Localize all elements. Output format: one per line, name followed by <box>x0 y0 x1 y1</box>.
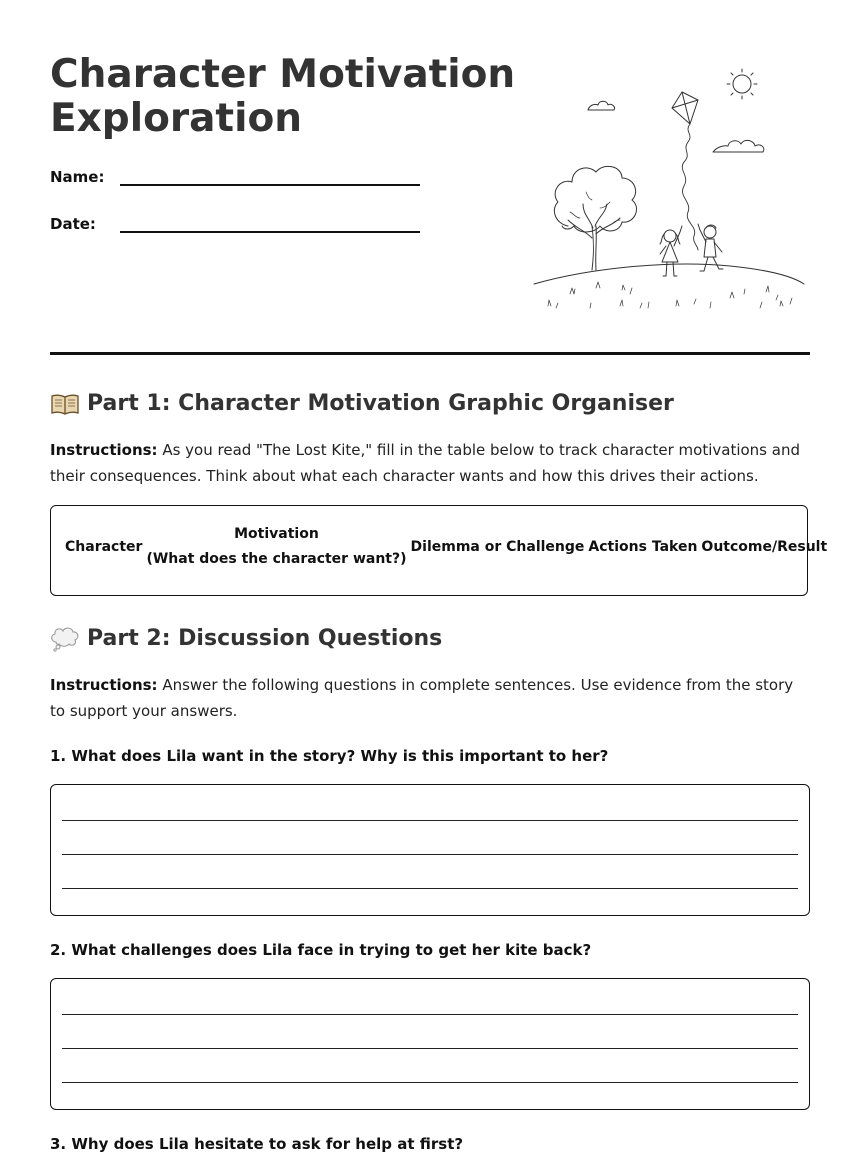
table-header-row <box>63 522 829 572</box>
name-label: Name: <box>50 168 105 186</box>
cloud-large-icon <box>713 140 764 152</box>
girl-icon <box>660 226 682 276</box>
hill-icon <box>534 264 804 284</box>
table-header-motivation <box>144 522 408 572</box>
answer-line[interactable] <box>62 1048 798 1049</box>
part1-instructions-label: Instructions: <box>50 441 158 459</box>
part1-heading <box>50 390 674 418</box>
tree-icon <box>554 166 636 270</box>
date-label: Date: <box>50 215 96 233</box>
name-field[interactable] <box>50 164 420 186</box>
part1-instructions <box>50 437 810 489</box>
table-header-actions <box>586 522 699 572</box>
question-3: 3. Why does Lila hesitate to ask for help at first? <box>50 1135 464 1153</box>
answer-line[interactable] <box>62 820 798 821</box>
thought-bubble-icon <box>50 626 80 652</box>
table-header-label: Actions Taken <box>588 538 698 555</box>
answer-line[interactable] <box>62 1082 798 1083</box>
question-1: 1. What does Lila want in the story? Why is this important to her? <box>50 747 609 765</box>
table-header-dilemma <box>409 522 587 572</box>
date-field[interactable] <box>50 211 420 233</box>
grass-icon <box>548 282 792 308</box>
part2-instructions-text: Answer the following questions in complete sentences. Use evidence from the story to support your answers. <box>50 676 794 720</box>
answer-box-2[interactable] <box>50 978 810 1110</box>
question-2: 2. What challenges does Lila face in trying to get her kite back? <box>50 941 592 959</box>
table-header-label: Outcome/Result <box>701 538 828 555</box>
part2-instructions <box>50 672 810 724</box>
name-write-line[interactable] <box>120 164 420 186</box>
part1-instructions-text: As you read "The Lost Kite," fill in the table below to track character motivations and their consequences. Think about what each character wants and how this drives their actions. <box>50 441 800 485</box>
table-header-label: Motivation <box>234 526 319 542</box>
answer-box-1[interactable] <box>50 784 810 916</box>
motivation-table-grid <box>63 522 829 572</box>
part2-instructions-label: Instructions: <box>50 676 158 694</box>
kite-children-illustration <box>530 62 810 320</box>
table-header-label: Character <box>65 538 143 555</box>
table-header-sublabel: (What does the character want?) <box>146 551 407 567</box>
table-header-character <box>63 522 144 572</box>
open-book-icon <box>50 391 80 417</box>
worksheet-page <box>50 0 828 1153</box>
title-line-1: Character Motivation <box>50 52 516 97</box>
title-line-2: Exploration <box>50 96 302 141</box>
motivation-table <box>50 505 828 596</box>
kite-icon <box>672 92 698 250</box>
table-header-label: Dilemma or Challenge <box>410 538 585 555</box>
worksheet-header <box>50 0 810 355</box>
sun-icon <box>727 69 757 99</box>
part2-heading <box>50 625 442 653</box>
answer-line[interactable] <box>62 854 798 855</box>
cloud-small-icon <box>588 101 614 110</box>
part2-heading-text: Part 2: Discussion Questions <box>87 626 443 651</box>
part1-heading-text: Part 1: Character Motivation Graphic Organiser <box>87 391 674 416</box>
answer-line[interactable] <box>62 888 798 889</box>
page-title <box>50 53 515 141</box>
date-write-line[interactable] <box>120 211 420 233</box>
answer-line[interactable] <box>62 1014 798 1015</box>
table-header-outcome <box>699 522 829 572</box>
